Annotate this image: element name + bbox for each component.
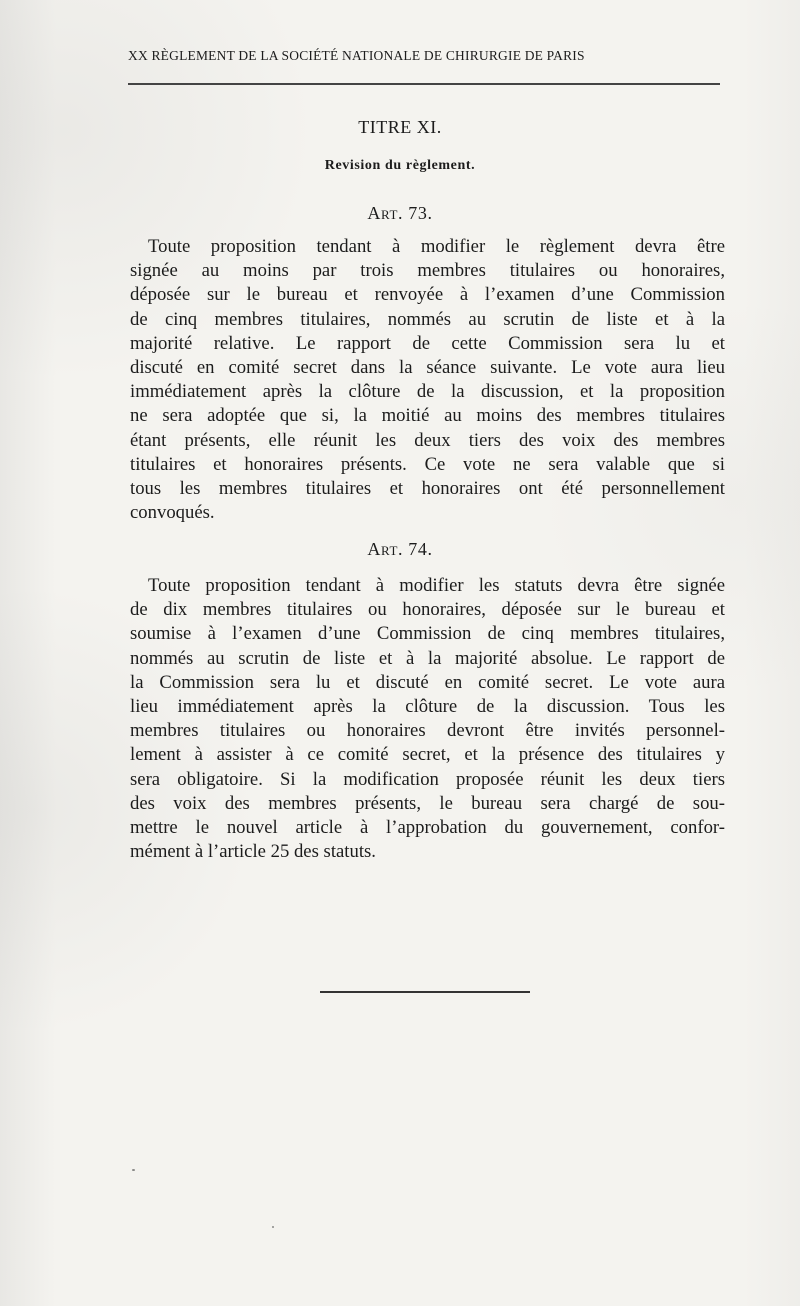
article-73-line: de cinq membres titulaires, nommés au scrutin de liste et à la	[130, 308, 725, 330]
article-73-line: majorité relative. Le rapport de cette Commission sera lu et	[130, 332, 725, 354]
article-73-line: discuté en comité secret dans la séance suivante. Le vote aura lieu	[130, 356, 725, 378]
paper-speck	[272, 1226, 274, 1228]
article-74-line: membres titulaires ou honoraires devront être invités personnel-	[130, 720, 725, 742]
article-73-line: titulaires et honoraires présents. Ce vote ne sera valable que si	[130, 453, 725, 475]
article-73-line: étant présents, elle réunit les deux tiers des voix des membres	[130, 429, 725, 451]
running-header: XX RÈGLEMENT DE LA SOCIÉTÉ NATIONALE DE CHIRURGIE DE PARIS	[128, 48, 585, 63]
article-74-line: soumise à l’examen d’une Commission de cinq membres titulaires,	[130, 623, 725, 645]
article-73-line: tous les membres titulaires et honoraires ont été personnellement	[130, 477, 725, 499]
article-74-line: des voix des membres présents, le bureau sera chargé de sou-	[130, 792, 725, 814]
article-74-line: de dix membres titulaires ou honoraires, déposée sur le bureau et	[130, 599, 725, 621]
article-74-heading: Art. 74.	[367, 539, 433, 559]
article-74-line: mément à l’article 25 des statuts.	[130, 841, 376, 863]
section-title: TITRE XI.	[358, 117, 442, 137]
article-73-line: ne sera adoptée que si, la moitié au moins des membres titulaires	[130, 405, 725, 427]
article-73-line: déposée sur le bureau et renvoyée à l’examen d’une Commission	[130, 284, 725, 306]
article-74-line: nommés au scrutin de liste et à la majorité absolue. Le rapport de	[130, 647, 725, 669]
article-73-line: convoqués.	[130, 502, 215, 524]
article-73-line: signée au moins par trois membres titulaires ou honoraires,	[130, 260, 725, 282]
article-74-line: lement à assister à ce comité secret, et la présence des titulaires y	[130, 744, 725, 766]
end-rule	[320, 991, 530, 993]
article-73-heading: Art. 73.	[367, 203, 433, 223]
paper-speck	[132, 1169, 135, 1171]
article-73-line: Toute proposition tendant à modifier le règlement devra être	[148, 236, 725, 257]
article-74-line: mettre le nouvel article à l’approbation du gouvernement, confor-	[130, 816, 725, 838]
section-subtitle: Revision du règlement.	[324, 158, 476, 173]
article-74-line: Toute proposition tendant à modifier les statuts devra être signée	[148, 575, 725, 596]
article-74-line: la Commission sera lu et discuté en comité secret. Le vote aura	[130, 671, 725, 693]
article-74-line: sera obligatoire. Si la modification proposée réunit les deux tiers	[130, 768, 725, 790]
article-74-line: lieu immédiatement après la clôture de la discussion. Tous les	[130, 695, 725, 717]
article-73-text	[130, 235, 725, 525]
article-74-text	[130, 574, 725, 864]
article-73-line: immédiatement après la clôture de la discussion, et la proposition	[130, 381, 725, 403]
header-rule	[128, 83, 720, 85]
